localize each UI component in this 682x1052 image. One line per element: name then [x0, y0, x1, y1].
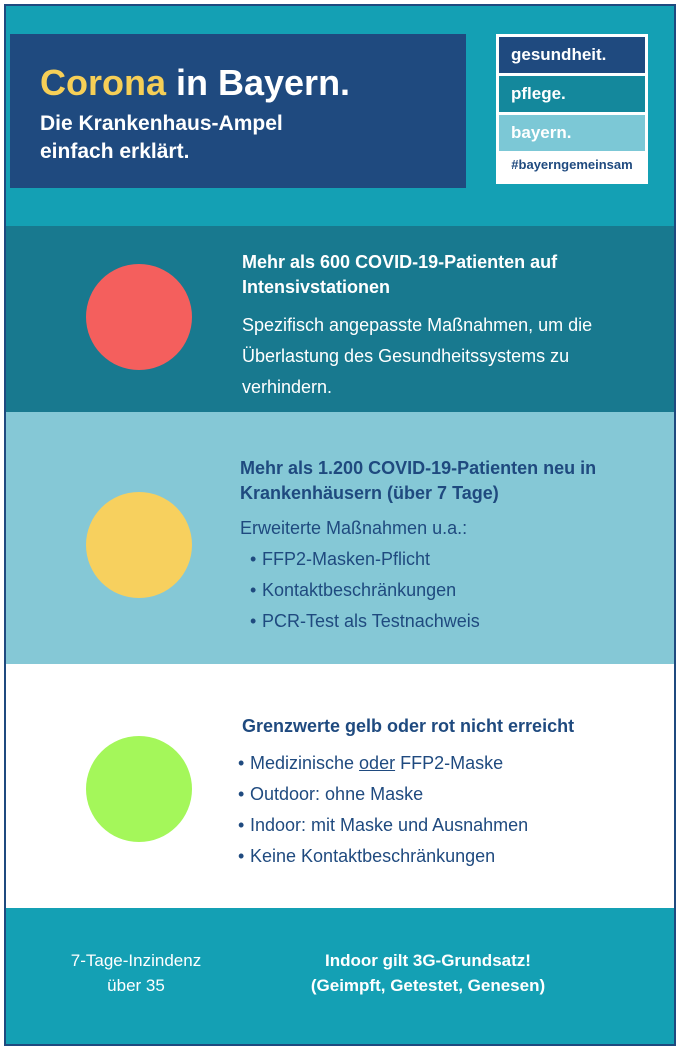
logo: [496, 34, 648, 184]
3g-rule-line-1: Indoor gilt 3G-Grundsatz!: [325, 951, 531, 970]
green-measures-list: [238, 748, 528, 872]
list-item-text: FFP2-Masken-Pflicht: [262, 549, 431, 569]
logo-hashtag: #bayerngemeinsam: [511, 157, 633, 172]
list-item: [238, 841, 528, 872]
green-level-heading: Grenzwerte gelb oder rot nicht erreicht: [242, 716, 575, 736]
list-item-text: PCR-Test als Testnachweis: [262, 611, 480, 631]
title-rest: in Bayern.: [166, 62, 351, 103]
red-traffic-light-icon: [86, 264, 192, 370]
logo-line-gesundheit: gesundheit.: [499, 37, 645, 73]
red-level-text: Spezifisch angepasste Maßnahmen, um die Überlastung des Gesundheitssystems zu verhindern.: [242, 315, 593, 397]
list-item-text: Kontaktbeschränkungen: [262, 580, 457, 600]
bullet-icon: •: [238, 846, 245, 866]
list-item: [238, 810, 528, 841]
title-accent: Corona: [40, 62, 166, 103]
list-item-text-post: FFP2-Maske: [395, 753, 504, 773]
yellow-level-intro: Erweiterte Maßnahmen u.a.:: [240, 518, 468, 538]
list-item: [238, 779, 528, 810]
list-item-text: Indoor: mit Maske und Ausnahmen: [250, 815, 529, 835]
list-item-text: Outdoor: ohne Maske: [250, 784, 424, 804]
incidence-line-1: 7-Tage-Inzindenz: [70, 951, 202, 970]
green-traffic-light-icon: [86, 736, 192, 842]
red-level-section: [6, 226, 676, 412]
list-item-text-underlined: oder: [359, 753, 396, 773]
incidence-line-2: über 35: [107, 976, 165, 995]
3g-rule-note: [268, 948, 588, 998]
bullet-icon: •: [250, 580, 257, 600]
logo-line-bayern: bayern.: [499, 115, 645, 151]
list-item: [250, 575, 480, 606]
yellow-measures-list: [250, 544, 480, 637]
red-level-heading: Mehr als 600 COVID-19-Patienten auf Intensivstationen: [242, 252, 558, 297]
green-level-section: [6, 664, 676, 908]
list-item-text: Keine Kontaktbeschränkungen: [250, 846, 496, 866]
infographic: [4, 4, 676, 1046]
list-item: [238, 748, 528, 779]
title-box: [10, 34, 466, 188]
list-item-text-pre: Medizinische: [250, 753, 360, 773]
yellow-level-section: [6, 412, 676, 664]
bullet-icon: •: [238, 815, 245, 835]
yellow-traffic-light-icon: [86, 492, 192, 598]
logo-line-pflege: pflege.: [499, 76, 645, 112]
list-item: [250, 606, 480, 637]
bullet-icon: •: [250, 549, 257, 569]
page-subtitle: Die Krankenhaus-Ampel einfach erklärt.: [40, 112, 283, 163]
3g-rule-line-2: (Geimpft, Getestet, Genesen): [310, 976, 546, 995]
page-title: [40, 62, 350, 104]
yellow-level-heading: Mehr als 1.200 COVID-19-Patienten neu in Krankenhäusern (über 7 Tage): [240, 458, 597, 503]
bullet-icon: •: [238, 753, 245, 773]
list-item: [250, 544, 480, 575]
bullet-icon: •: [250, 611, 257, 631]
incidence-note: [36, 948, 236, 998]
bullet-icon: •: [238, 784, 245, 804]
